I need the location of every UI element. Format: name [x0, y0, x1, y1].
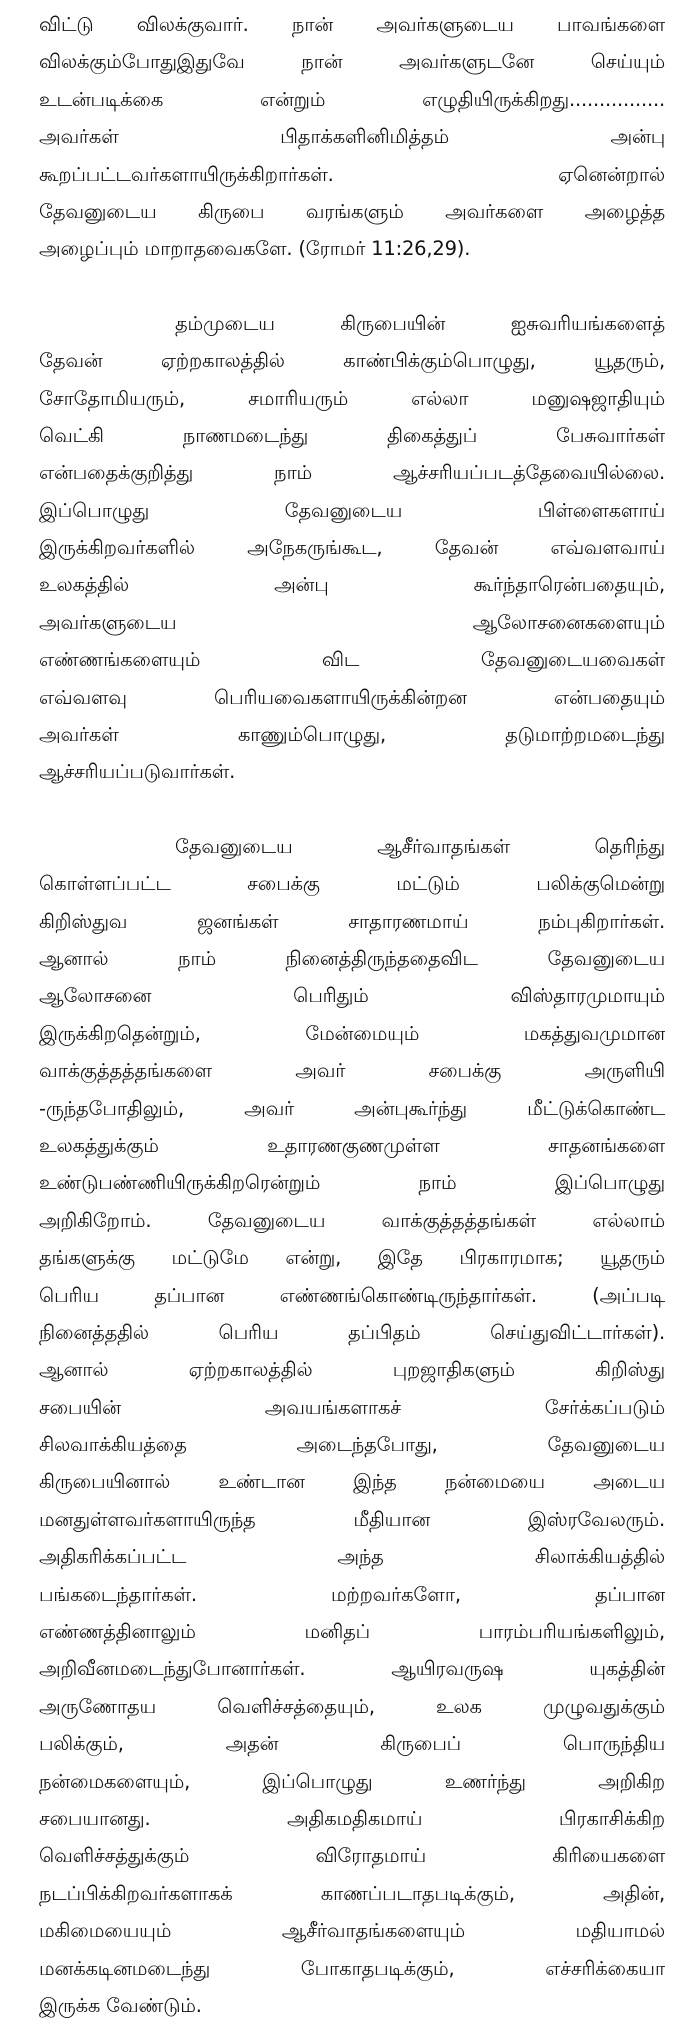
text-line: தேவனுடைய ஆசீர்வாதங்கள் தெரிந்து — [175, 834, 665, 858]
text-line: -ருந்தபோதிலும், அவர் அன்புகூர்ந்து மீட்டுக்கொண்ட — [39, 1096, 665, 1120]
text-line: உலகத்துக்கும் உதாரணகுணமுள்ள சாதனங்களை — [39, 1133, 665, 1157]
text-line: அதிகரிக்கப்பட்ட அந்த சிலாக்கியத்தில் — [39, 1545, 665, 1569]
text-line: சோதோமியரும், சமாரியரும் எல்லா மனுஷஜாதியும் — [39, 386, 665, 410]
text-line: விட்டு விலக்குவார். நான் அவர்களுடைய பாவங்களை — [39, 13, 665, 36]
text-line: வாக்குத்தத்தங்களை அவர் சபைக்கு அருளியி — [39, 1059, 665, 1083]
text-line: சிலவாக்கியத்தை அடைந்தபோது, தேவனுடைய — [39, 1433, 665, 1457]
text-line: இப்பொழுது தேவனுடைய பிள்ளைகளாய் — [39, 498, 665, 522]
text-line: ஆலோசனை பெரிதும் விஸ்தாரமுமாயும் — [39, 984, 665, 1008]
text-line: அவர்கள் பிதாக்களினிமித்தம் அன்பு — [39, 125, 665, 149]
text-line: கொள்ளப்பட்ட சபைக்கு மட்டும் பலிக்குமென்று — [39, 872, 665, 896]
text-line: நன்மைகளையும், இப்பொழுது உணர்ந்து அறிகிற — [39, 1769, 665, 1793]
text-line: ஆனால் நாம் நினைத்திருந்ததைவிட தேவனுடைய — [39, 946, 665, 970]
text-line: நினைத்ததில் பெரிய தப்பிதம் செய்துவிட்டார்கள்). — [39, 1320, 665, 1344]
document-page — [39, 6, 665, 2024]
paragraph-gap — [39, 268, 665, 305]
text-line: சபையானது. அதிகமதிகமாய் பிரகாசிக்கிற — [39, 1806, 665, 1830]
text-line: அழைப்பும் மாறாதவைகளே. (ரோமர் 11:26,29). — [39, 237, 471, 261]
text-line: பலிக்கும், அதன் கிருபைப் பொருந்திய — [39, 1732, 665, 1756]
text-line: பங்கடைந்தார்கள். மற்றவர்களோ, தப்பான — [39, 1582, 665, 1606]
text-line: உலகத்தில் அன்பு கூர்ந்தாரென்பதையும், — [39, 573, 665, 597]
paragraph — [39, 305, 665, 791]
paragraph — [39, 828, 665, 2024]
text-line: அறிவீனமடைந்துபோனார்கள். ஆயிரவருஷ யுகத்தின் — [39, 1657, 665, 1681]
paragraph-gap — [39, 791, 665, 828]
text-line: உடன்படிக்கை என்றும் எழுதியிருக்கிறது................ — [39, 87, 665, 111]
text-line: தேவனுடைய கிருபை வரங்களும் அவர்களை அழைத்த — [39, 199, 665, 223]
text-line: மனதுள்ளவர்களாயிருந்த மீதியான இஸ்ரவேலரும். — [39, 1507, 665, 1531]
text-line: எண்ணத்தினாலும் மனிதப் பாரம்பரியங்களிலும், — [39, 1620, 665, 1644]
text-line: என்பதைக்குறித்து நாம் ஆச்சரியப்படத்தேவையில்லை. — [39, 461, 665, 485]
text-line: கிறிஸ்துவ ஜனங்கள் சாதாரணமாய் நம்புகிறார்கள். — [39, 909, 665, 933]
text-line: அருணோதய வெளிச்சத்தையும், உலக முழுவதுக்கும் — [39, 1694, 665, 1718]
text-line: இருக்கிறவர்களில் அநேகருங்கூட, தேவன் எவ்வளவாய் — [39, 536, 665, 560]
text-line: தேவன் ஏற்றகாலத்தில் காண்பிக்கும்பொழுது, யூதரும், — [39, 349, 665, 373]
text-line: ஆனால் ஏற்றகாலத்தில் புறஜாதிகளும் கிறிஸ்து — [39, 1358, 665, 1382]
text-line: வெட்கி நாணமடைந்து திகைத்துப் பேசுவார்கள் — [39, 423, 665, 447]
text-line: எவ்வளவு பெரியவைகளாயிருக்கின்றன என்பதையும் — [39, 685, 665, 709]
paragraph — [39, 6, 665, 268]
text-line: உண்டுபண்ணியிருக்கிறரென்றும் நாம் இப்பொழுது — [39, 1171, 665, 1195]
text-line: மனக்கடினமடைந்து போகாதபடிக்கும், எச்சரிக்கையா — [39, 1956, 665, 1980]
text-line: அறிகிறோம். தேவனுடைய வாக்குத்தத்தங்கள் எல்லாம் — [39, 1208, 665, 1232]
text-line: மகிமையையும் ஆசீர்வாதங்களையும் மதியாமல் — [39, 1919, 665, 1943]
text-line: கிருபையினால் உண்டான இந்த நன்மையை அடைய — [39, 1470, 665, 1494]
text-line: வெளிச்சத்துக்கும் விரோதமாய் கிரியைகளை — [39, 1844, 665, 1868]
text-line: கூறப்பட்டவர்களாயிருக்கிறார்கள். ஏனென்றால் — [39, 162, 665, 186]
text-line: இருக்க வேண்டும். — [39, 1993, 202, 2017]
text-line: இருக்கிறதென்றும், மேன்மையும் மகத்துவமுமான — [39, 1021, 665, 1045]
text-line: நடப்பிக்கிறவர்களாகக் காணப்படாதபடிக்கும், அதின், — [39, 1881, 665, 1905]
text-line: ஆச்சரியப்படுவார்கள். — [39, 760, 236, 784]
text-line: அவர்கள் காணும்பொழுது, தடுமாற்றமடைந்து — [39, 723, 665, 747]
text-line: தங்களுக்கு மட்டுமே என்று, இதே பிரகாரமாக; யூதரும் — [39, 1246, 665, 1270]
text-line: சபையின் அவயங்களாகச் சேர்க்கப்படும் — [39, 1395, 665, 1419]
text-line: எண்ணங்களையும் விட தேவனுடையவைகள் — [39, 648, 665, 672]
text-line: விலக்கும்போதுஇதுவே நான் அவர்களுடனே செய்யும் — [39, 50, 665, 74]
text-line: தம்முடைய கிருபையின் ஐசுவரியங்களைத் — [175, 311, 665, 335]
text-line: அவர்களுடைய ஆலோசனைகளையும் — [39, 610, 665, 634]
text-line: பெரிய தப்பான எண்ணங்கொண்டிருந்தார்கள். (அப்படி — [39, 1283, 665, 1307]
